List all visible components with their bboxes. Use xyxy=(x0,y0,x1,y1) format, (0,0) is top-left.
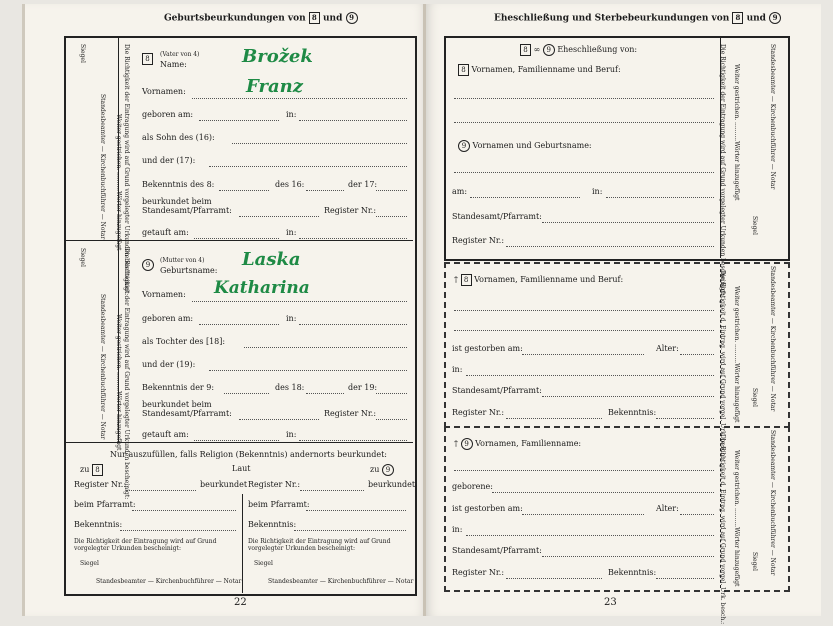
marriage-standes: Standesamt/Pfarramt: xyxy=(452,212,542,221)
header-und: und xyxy=(322,13,343,24)
father-vornamen-label: Vornamen: xyxy=(142,87,186,96)
mother-bek-label: Bekenntnis der 9: xyxy=(142,383,215,392)
death8-title-row xyxy=(454,274,623,286)
mother-register-line xyxy=(376,419,407,420)
mother-standes-line xyxy=(239,419,319,420)
father-badge: 8 xyxy=(142,53,153,65)
father-beurk2: Standesamt/Pfarramt: xyxy=(142,206,232,215)
death8-side-siegel: Siegel xyxy=(751,388,758,407)
father-name-label: Name: xyxy=(160,60,187,69)
mother-und-line xyxy=(209,370,407,371)
father-register-line xyxy=(376,216,407,217)
religion-zu-9 xyxy=(370,464,394,476)
marriage-am-line xyxy=(470,197,580,198)
mother-surname: Laska xyxy=(242,249,301,270)
mother-vornamen-label: Vornamen: xyxy=(142,290,186,299)
religion-zu-label-2: zu xyxy=(370,465,380,474)
death9-cross-icon: † xyxy=(454,439,458,448)
death9-geborene-line xyxy=(492,492,714,493)
mother-beurk1: beurkundet beim xyxy=(142,400,212,409)
marriage-title-row xyxy=(520,44,637,56)
mother-geboren-label: geboren am: xyxy=(142,314,194,323)
marriage-v9-badge: 9 xyxy=(458,140,470,152)
rel-left-siegel: Siegel xyxy=(80,560,99,567)
death8-line-1 xyxy=(454,310,714,311)
death8-title: Vornamen, Familienname und Beruf: xyxy=(474,275,624,284)
mother-badge: 9 xyxy=(142,259,154,271)
father-bek-label: Bekenntnis des 8: xyxy=(142,180,215,189)
death9-side-richtig: Die Richtigkeit d. Eintrag. wird auf Grund vorgel. Urk. besch.: xyxy=(719,434,726,625)
rel-right-siegel: Siegel xyxy=(254,560,273,567)
death8-in-line xyxy=(466,375,714,376)
mother-vornamen: Katharina xyxy=(214,278,310,298)
mother-tochter-label: als Tochter des [18]: xyxy=(142,337,226,346)
marriage-am: am: xyxy=(452,187,468,196)
rel-left-richtig: Die Richtigkeit der Eintragung wird auf Grund vorgelegter Urkunden bescheinigt: xyxy=(74,538,217,552)
rel-left-bek: Bekenntnis: xyxy=(74,520,123,529)
father-und-label: und der (17): xyxy=(142,156,196,165)
death9-in-line xyxy=(466,535,714,536)
death9-standes: Standesamt/Pfarramt: xyxy=(452,546,542,555)
marriage-v8-badge: 8 xyxy=(458,64,469,76)
religion-column-divider xyxy=(242,494,243,593)
open-booklet xyxy=(14,4,824,625)
father-badge-row xyxy=(142,53,153,65)
father-in-label: in: xyxy=(286,110,297,119)
right-header xyxy=(494,12,781,24)
father-sohn-label: als Sohn des (16): xyxy=(142,133,215,142)
death9-register-line xyxy=(506,578,602,579)
right-header-und: und xyxy=(746,13,766,24)
marriage-v8-label: Vornamen, Familienname und Beruf: xyxy=(471,65,621,74)
rel-right-bek-line xyxy=(294,530,406,531)
death9-alter-line xyxy=(680,514,714,515)
father-bek-line xyxy=(219,190,269,191)
marriage-in-line xyxy=(606,197,714,198)
side-siegel-1: Siegel xyxy=(79,44,86,63)
religion-zu-8 xyxy=(80,464,103,476)
death8-standes-line xyxy=(542,396,714,397)
rel-left-beurkundet: beurkundet xyxy=(200,480,248,489)
marriage-register: Register Nr.: xyxy=(452,236,505,245)
rel-right-beurkundet: beurkundet xyxy=(368,480,416,489)
death8-gestorben-line xyxy=(522,354,644,355)
rel-right-standes: Standesbeamter — Kirchenbuchführer — Notar xyxy=(268,578,414,585)
marriage-v9-line xyxy=(454,172,714,173)
death9-gestorben: ist gestorben am: xyxy=(452,504,523,513)
mother-in2: in: xyxy=(286,430,297,439)
death8-alter: Alter: xyxy=(656,344,679,353)
right-badge-8: 8 xyxy=(732,12,743,24)
right-header-text: Eheschließung und Sterbebeurkundungen von xyxy=(494,13,730,24)
marriage-side-richtig: Die Richtigkeit der Eintragung wird auf Grund vorgelegter Urkunden bescheinigt: xyxy=(719,44,726,296)
father-role: (Vater von 4) xyxy=(160,51,200,58)
marriage-side-standes: Standesbeamter — Kirchenbuchführer — Notar xyxy=(769,44,776,190)
mother-getauft-line xyxy=(194,440,279,441)
father-der17-line xyxy=(376,190,407,191)
death9-bek: Bekenntnis: xyxy=(608,568,657,577)
death8-standes: Standesamt/Pfarramt: xyxy=(452,386,542,395)
death8-cross-icon: † xyxy=(454,275,458,284)
badge-8: 8 xyxy=(309,12,320,24)
rel-left-pfarramt-line xyxy=(132,510,236,511)
death9-badge: 9 xyxy=(461,438,473,450)
marriage-in: in: xyxy=(592,187,603,196)
death8-in: in: xyxy=(452,365,463,374)
religion-laut: Laut xyxy=(232,464,251,473)
rel-left-standes: Standesbeamter — Kirchenbuchführer — Notar xyxy=(96,578,242,585)
mother-des18-line xyxy=(306,393,344,394)
marriage-title: Eheschließung von: xyxy=(557,45,638,54)
mother-badge-row xyxy=(142,259,154,271)
death8-line-2 xyxy=(454,330,714,331)
side-siegel-2: Siegel xyxy=(79,248,86,267)
father-in2: in: xyxy=(286,228,297,237)
rel-left-bek-line xyxy=(120,530,236,531)
death8-alter-line xyxy=(680,354,714,355)
marriage-badge-8: 8 xyxy=(520,44,531,56)
father-getauft-line xyxy=(194,238,279,239)
death9-in: in: xyxy=(452,525,463,534)
death8-gestorben: ist gestorben am: xyxy=(452,344,523,353)
marriage-v8-line-2 xyxy=(454,122,714,123)
rel-right-register: Register Nr.: xyxy=(248,480,301,489)
marriage-v9-label: Vornamen und Geburtsname: xyxy=(472,141,592,150)
mother-in-label: in: xyxy=(286,314,297,323)
side-richtig-2: Die Richtigkeit der Eintragung wird auf Grund vorgelegter Urkunden bescheinigt: xyxy=(123,248,130,500)
death9-gestorben-line xyxy=(522,514,644,515)
right-badge-9: 9 xyxy=(769,12,781,24)
religion-title: Nur auszufüllen, falls Religion (Bekenntnis) andernorts beurkundet: xyxy=(110,450,388,459)
death8-register: Register Nr.: xyxy=(452,408,505,417)
father-und-line xyxy=(209,166,407,167)
mother-des18: des 18: xyxy=(275,383,305,392)
right-page-number: 23 xyxy=(604,597,617,608)
father-des16: des 16: xyxy=(275,180,305,189)
father-in-line xyxy=(299,120,407,121)
father-sohn-line xyxy=(232,143,407,144)
death9-register: Register Nr.: xyxy=(452,568,505,577)
rel-right-register-line xyxy=(300,490,364,491)
death8-side-standes: Standesbeamter — Kirchenbuchführer — Notar xyxy=(769,266,776,412)
rel-left-register: Register Nr.: xyxy=(74,480,127,489)
father-standes-line xyxy=(239,216,319,217)
mother-beurk2: Standesamt/Pfarramt: xyxy=(142,409,232,418)
rel-left-register-line xyxy=(126,490,196,491)
left-page-number: 22 xyxy=(234,597,247,608)
death9-side-siegel: Siegel xyxy=(751,552,758,571)
death9-line-1 xyxy=(454,470,714,471)
side-richtig-1: Die Richtigkeit der Eintragung wird auf Grund vorgelegter Urkunden bescheinigt: xyxy=(123,44,130,296)
death9-side-standes: Standesbeamter — Kirchenbuchführer — Notar xyxy=(769,430,776,576)
left-header xyxy=(164,12,358,24)
death8-register-line xyxy=(506,418,602,419)
marriage-v8-row xyxy=(458,64,621,76)
father-surname: Brožek xyxy=(242,46,313,67)
mother-role: (Mutter von 4) xyxy=(160,257,205,264)
father-getauft: getauft am: xyxy=(142,228,189,237)
marriage-v9-row xyxy=(458,140,592,152)
religion-badge-9: 9 xyxy=(382,464,394,476)
father-geboren-label: geboren am: xyxy=(142,110,194,119)
mother-in2-line xyxy=(299,440,407,441)
father-der17: der 17: xyxy=(348,180,378,189)
religion-zu-label: zu xyxy=(80,465,90,474)
side-weiter-1: Weiter gestrichen. ..........Wörter hinzugefügt xyxy=(115,114,122,251)
father-des16-line xyxy=(306,190,344,191)
rel-left-pfarramt: beim Pfarramt: xyxy=(74,500,136,509)
death9-title: Vornamen, Familienname: xyxy=(475,439,582,448)
mother-geboren-line xyxy=(199,324,279,325)
death8-side-weiter: Weiter gestrichen. ..........Wörter hinzugefügt xyxy=(733,286,740,423)
father-geboren-line xyxy=(199,120,279,121)
rel-right-pfarramt: beim Pfarramt: xyxy=(248,500,310,509)
father-vornamen-line xyxy=(192,98,407,99)
death9-bek-line xyxy=(656,578,714,579)
marriage-standes-line xyxy=(542,222,714,223)
death9-side-weiter: Weiter gestrichen. ..........Wörter hinzugefügt xyxy=(733,450,740,587)
left-header-text: Geburtsbeurkundungen von xyxy=(164,13,306,24)
mother-und-label: und der (19): xyxy=(142,360,196,369)
marriage-badge-9: 9 xyxy=(543,44,555,56)
death9-geborene: geborene: xyxy=(452,482,493,491)
religion-badge-8: 8 xyxy=(92,464,103,476)
death8-bek: Bekenntnis: xyxy=(608,408,657,417)
death9-alter: Alter: xyxy=(656,504,679,513)
death9-title-row xyxy=(454,438,581,450)
side-standes-1: Standesbeamter — Kirchenbuchführer — Notar xyxy=(99,94,106,240)
book-gutter xyxy=(423,4,426,616)
death8-side-richtig: Die Richtigkeit d. Eintrag. wird auf Grund vorgel. Urk. besch.: xyxy=(719,270,726,461)
rel-right-pfarramt-line xyxy=(306,510,406,511)
father-in2-line xyxy=(299,238,407,239)
mother-der19-line xyxy=(376,393,407,394)
mother-register: Register Nr.: xyxy=(324,409,377,418)
father-beurk1: beurkundet beim xyxy=(142,197,212,206)
death8-bek-line xyxy=(656,418,714,419)
marriage-side-siegel: Siegel xyxy=(751,216,758,235)
mother-tochter-line xyxy=(244,347,407,348)
death8-badge: 8 xyxy=(461,274,472,286)
badge-9: 9 xyxy=(346,12,358,24)
rel-right-bek: Bekenntnis: xyxy=(248,520,297,529)
mother-bek-line xyxy=(224,393,269,394)
marriage-side-weiter: Weiter gestrichen. ..........Wörter hinzugefügt xyxy=(733,64,740,201)
marriage-symbol: ∞ xyxy=(533,45,541,54)
death9-standes-line xyxy=(542,556,714,557)
mother-in-line xyxy=(299,324,407,325)
mother-getauft: getauft am: xyxy=(142,430,189,439)
mother-name-label: Geburtsname: xyxy=(160,266,218,275)
father-vornamen: Franz xyxy=(246,76,303,97)
side-standes-2: Standesbeamter — Kirchenbuchführer — Notar xyxy=(99,294,106,440)
mother-vornamen-line xyxy=(192,301,407,302)
side-weiter-2: Weiter gestrichen. ..........Wörter hinzugefügt xyxy=(115,314,122,451)
mother-der19: der 19: xyxy=(348,383,378,392)
marriage-v8-line-1 xyxy=(454,98,714,99)
father-register: Register Nr.: xyxy=(324,206,377,215)
marriage-register-line xyxy=(506,246,714,247)
rel-right-richtig: Die Richtigkeit der Eintragung wird auf Grund vorgelegter Urkunden bescheinigt: xyxy=(248,538,391,552)
